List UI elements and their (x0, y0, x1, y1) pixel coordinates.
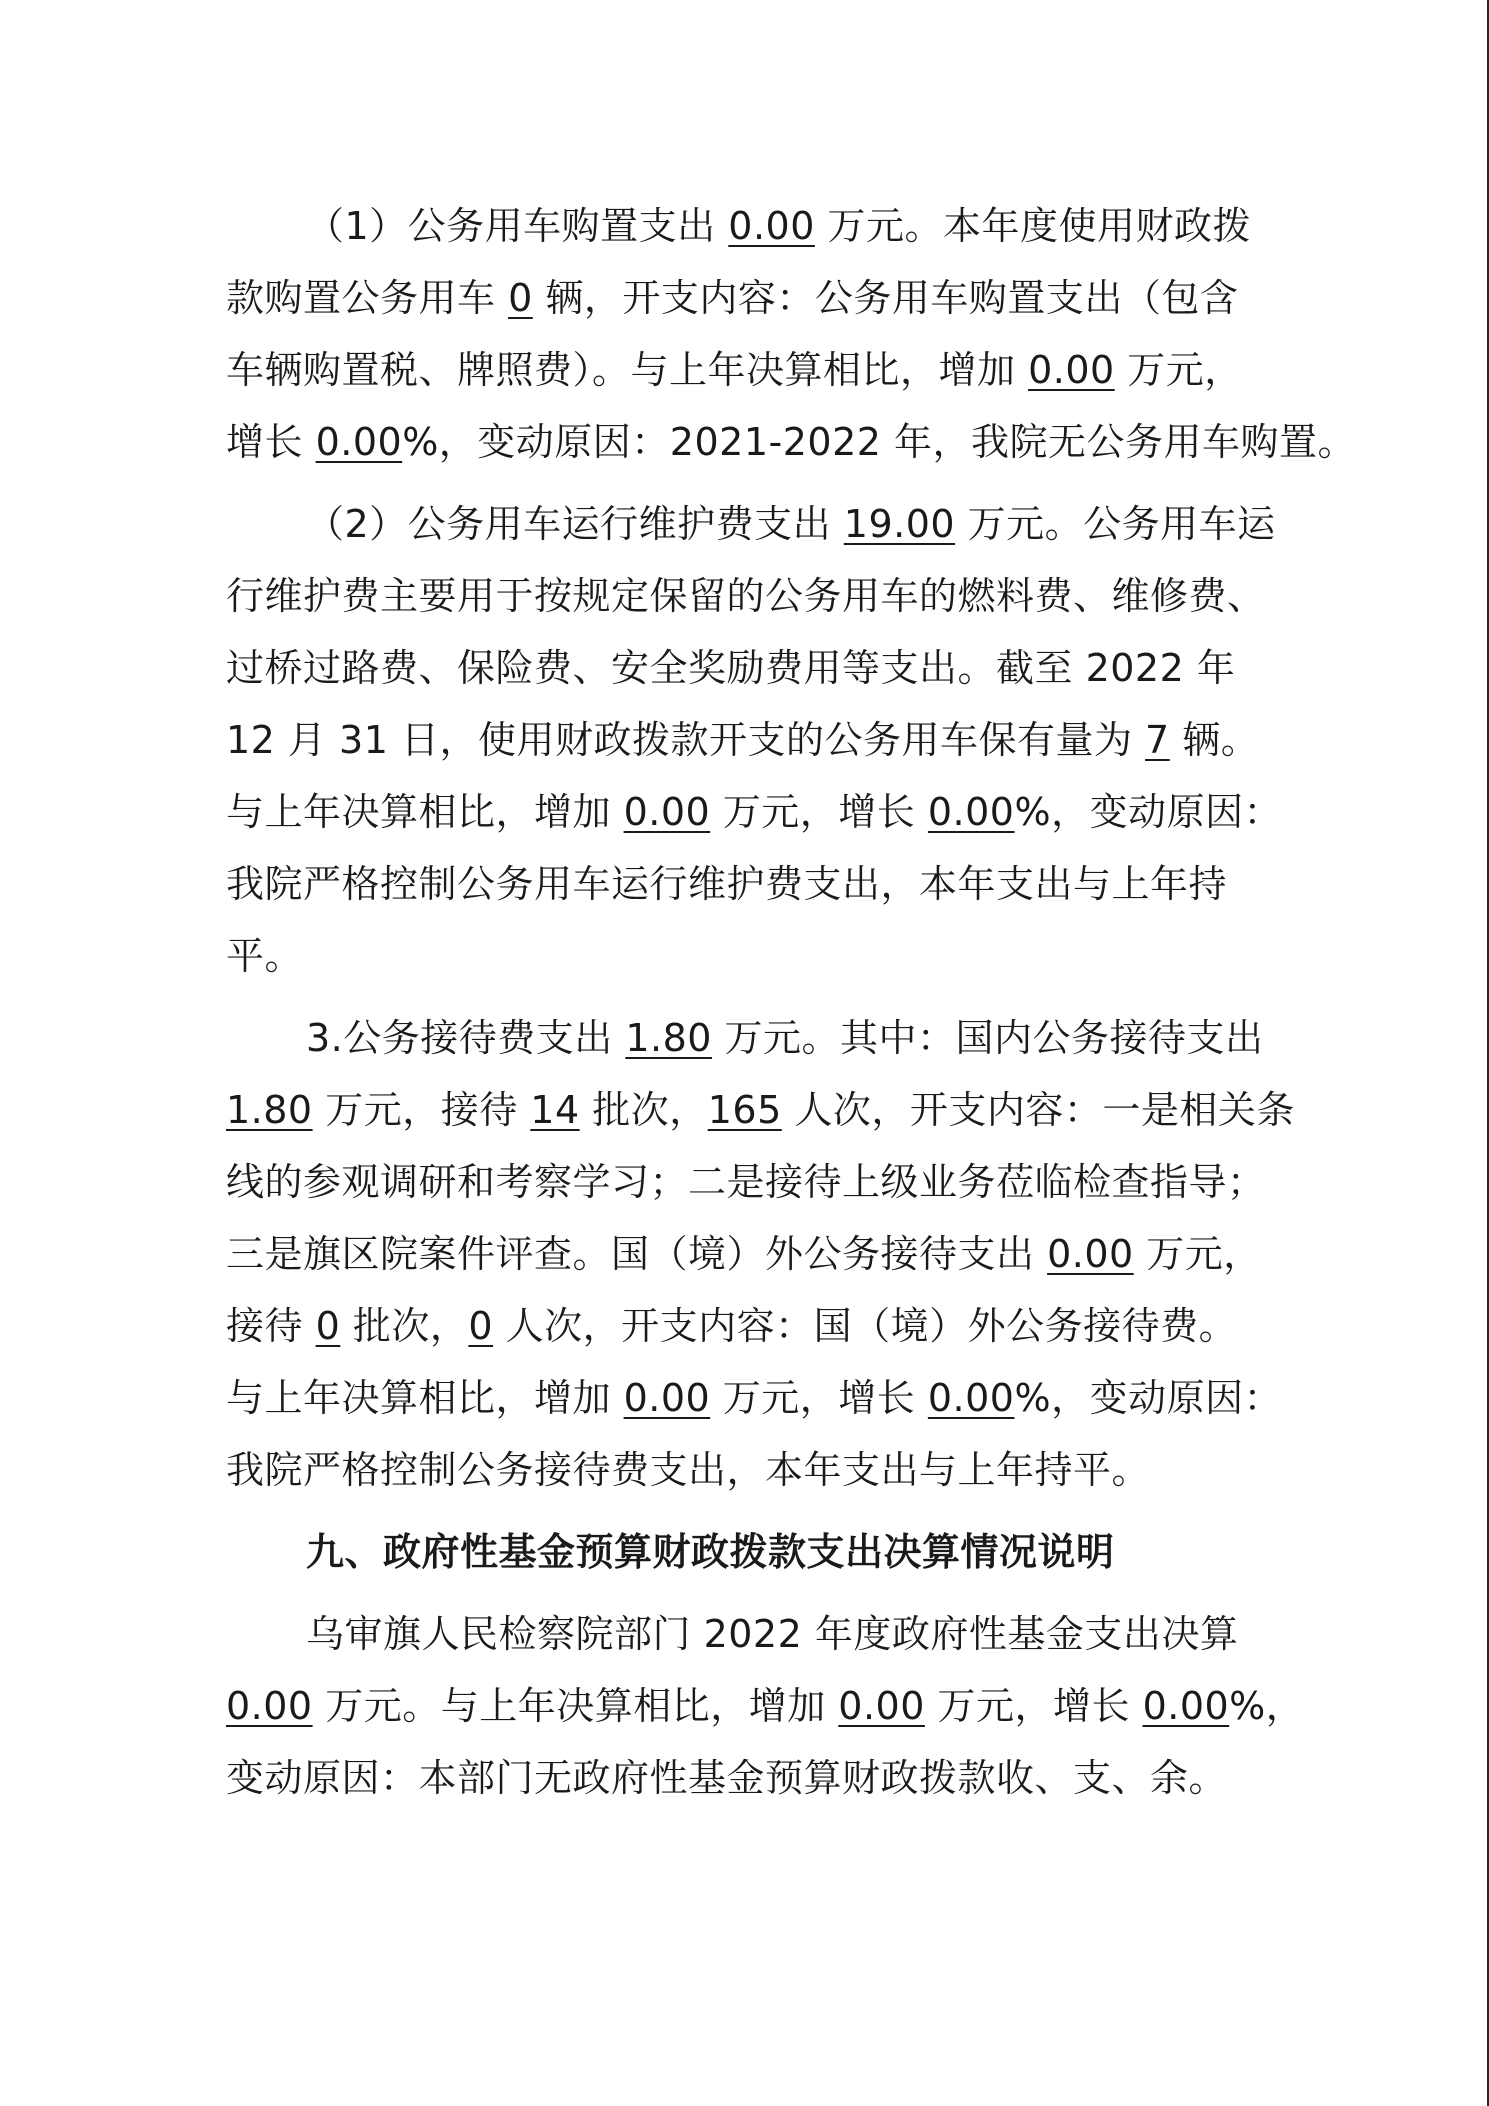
text-line (226, 632, 1286, 704)
underlined-value: 0.00 (226, 1684, 313, 1728)
text-line (226, 1670, 1305, 1742)
underlined-value: 1.80 (625, 1016, 712, 1060)
text-run: 我院严格控制公务接待费支出，本年支出与上年持平。 (226, 1448, 1151, 1492)
text-run: 万元，增长 (710, 1376, 928, 1420)
text-run: 万元， (1114, 348, 1243, 392)
text-line (226, 1218, 1286, 1290)
underlined-value: 0.00 (1142, 1684, 1230, 1728)
text-line (226, 848, 1286, 920)
text-run: 九、政府性基金预算财政拨款支出决算情况说明 (306, 1530, 1115, 1574)
text-run: 与上年决算相比，增加 (226, 790, 624, 834)
underlined-value: 0.00 (623, 790, 711, 834)
underlined-value: 0.00 (927, 1376, 1015, 1420)
underlined-value: 0.00 (623, 1376, 711, 1420)
text-line (226, 1074, 1295, 1146)
document-body (226, 190, 1357, 1814)
text-run: 批次， (340, 1304, 469, 1348)
underlined-value: 0 (315, 1304, 341, 1348)
underlined-value: 0.00 (1047, 1232, 1134, 1276)
text-run: 万元，接待 (312, 1088, 531, 1132)
text-line (226, 1362, 1286, 1434)
paragraph-gap (226, 992, 1286, 1002)
text-run: 车辆购置税、牌照费）。与上年决算相比，增加 (226, 348, 1029, 392)
text-line (226, 1598, 1286, 1670)
text-line (226, 776, 1286, 848)
underlined-value: 1.80 (226, 1088, 313, 1132)
text-run: 人次，开支内容：国（境）外公务接待费。 (493, 1304, 1238, 1348)
text-line (226, 704, 1286, 776)
underlined-value: 14 (530, 1088, 580, 1132)
paragraph-gap (226, 1588, 1286, 1598)
text-line (226, 1002, 1286, 1074)
text-run: 过桥过路费、保险费、安全奖励费用等支出。截至 2022 年 (226, 646, 1236, 690)
text-run: 万元。本年度使用财政拨 (814, 204, 1251, 248)
underlined-value: 19.00 (843, 502, 956, 546)
text-run: 万元，增长 (710, 790, 928, 834)
underlined-value: 0.00 (838, 1684, 925, 1728)
underlined-value: 7 (1145, 718, 1170, 762)
text-run: 平。 (226, 934, 304, 978)
underlined-value: 165 (707, 1088, 782, 1132)
paragraph-gap (226, 1506, 1286, 1516)
text-line (226, 1290, 1286, 1362)
text-run: 我院严格控制公务用车运行维护费支出，本年支出与上年持 (226, 862, 1228, 906)
text-run: %， (1229, 1684, 1305, 1728)
text-run: %，变动原因： (1014, 1376, 1283, 1420)
underlined-value: 0.00 (927, 790, 1015, 834)
text-run: （2）公务用车运行维护费支出 (306, 502, 844, 546)
text-run: 乌审旗人民检察院部门 2022 年度政府性基金支出决算 (306, 1612, 1239, 1656)
text-run: 万元， (1133, 1232, 1262, 1276)
text-run: 万元。与上年决算相比，增加 (312, 1684, 839, 1728)
underlined-value: 0.00 (315, 420, 403, 464)
text-run: 变动原因：本部门无政府性基金预算财政拨款收、支、余。 (226, 1756, 1228, 1800)
text-run: 三是旗区院案件评查。国（境）外公务接待支出 (226, 1232, 1048, 1276)
underlined-value: 0 (508, 276, 533, 320)
text-run: %，变动原因：2021-2022 年，我院无公务用车购置。 (402, 420, 1357, 464)
paragraph (226, 1002, 1295, 1506)
text-run: 3.公务接待费支出 (306, 1016, 626, 1060)
paragraph (226, 190, 1357, 478)
paragraph (226, 1598, 1305, 1814)
section-heading (226, 1516, 1286, 1588)
text-run: （1）公务用车购置支出 (306, 204, 729, 248)
underlined-value: 0.00 (728, 204, 815, 248)
text-run: 辆。 (1169, 718, 1260, 762)
paragraph (226, 488, 1286, 992)
text-run: 增长 (226, 420, 316, 464)
text-line (226, 1742, 1286, 1814)
text-line (226, 190, 1286, 262)
text-run: 批次， (579, 1088, 708, 1132)
underlined-value: 0 (468, 1304, 494, 1348)
text-run: 万元，增长 (924, 1684, 1143, 1728)
text-run: 款购置公务用车 (226, 276, 509, 320)
text-line (226, 1516, 1286, 1588)
text-run: 万元。公务用车运 (955, 502, 1276, 546)
text-line (226, 920, 1286, 992)
text-run: 线的参观调研和考察学习；二是接待上级业务莅临检查指导； (226, 1160, 1266, 1204)
text-line (226, 560, 1286, 632)
text-run: 人次，开支内容：一是相关条 (781, 1088, 1295, 1132)
paragraph-gap (226, 478, 1286, 488)
text-run: 12 月 31 日，使用财政拨款开支的公务用车保有量为 (226, 718, 1146, 762)
underlined-value: 0.00 (1028, 348, 1115, 392)
text-run: 行维护费主要用于按规定保留的公务用车的燃料费、维修费、 (226, 574, 1266, 618)
text-run: 接待 (226, 1304, 316, 1348)
text-line (226, 1434, 1286, 1506)
text-run: 万元。其中：国内公务接待支出 (711, 1016, 1264, 1060)
text-line (226, 262, 1286, 334)
text-line (226, 488, 1286, 560)
text-line (226, 1146, 1286, 1218)
text-run: 辆，开支内容：公务用车购置支出（包含 (532, 276, 1239, 320)
text-line (226, 334, 1286, 406)
text-run: %，变动原因： (1014, 790, 1283, 834)
text-line (226, 406, 1357, 478)
text-run: 与上年决算相比，增加 (226, 1376, 624, 1420)
